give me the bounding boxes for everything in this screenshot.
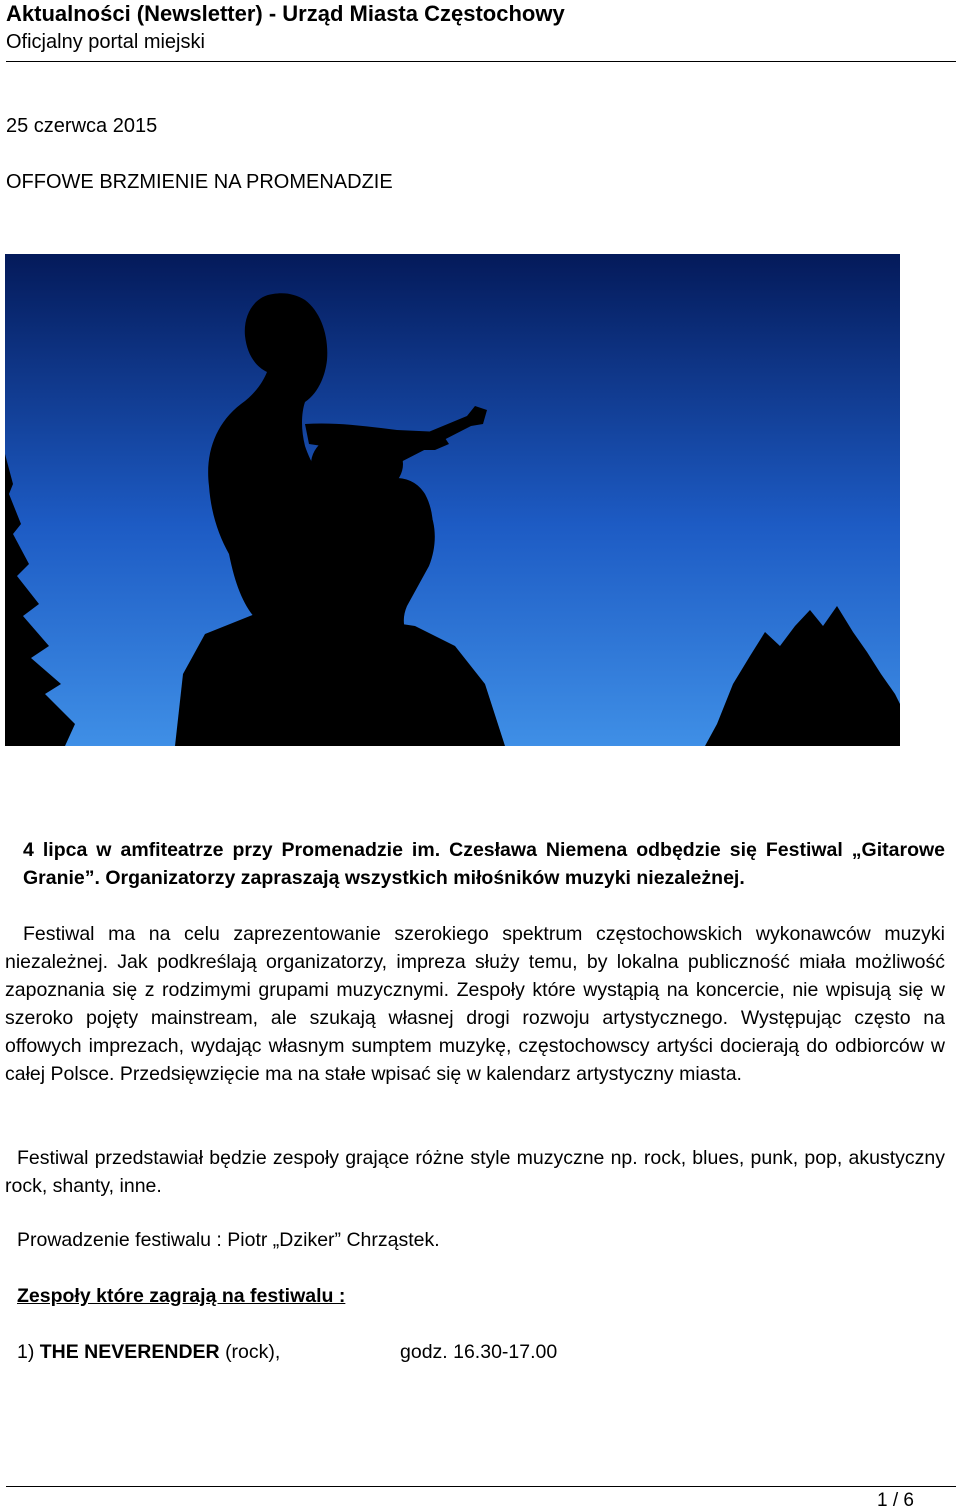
paragraph-2-text: Festiwal przedstawiał będzie zespoły grające różne style muzyczne np. rock, blues, punk, pop, akustyczny rock, shanty, inne. [5,1147,945,1197]
band-number: 1) [17,1341,35,1363]
document-subtitle: Oficjalny portal miejski [6,31,205,53]
footer-divider [6,1486,956,1487]
header-divider [6,61,956,62]
article-paragraph-1 [5,920,945,1088]
guitarist-silhouette-photo [5,254,900,746]
band-genre: (rock), [225,1341,281,1363]
document-title: Aktualności (Newsletter) - Urząd Miasta Częstochowy [6,1,565,26]
article-paragraph-2 [5,1144,945,1200]
article-date: 25 czerwca 2015 [6,115,158,137]
festival-host: Prowadzenie festiwalu : Piotr „Dziker” Chrząstek. [17,1229,440,1251]
page-number: 1 / 6 [877,1490,914,1511]
bands-heading: Zespoły które zagrają na festiwalu : [17,1285,346,1307]
band-entry-1 [17,1341,558,1364]
paragraph-1-text: Festiwal ma na celu zaprezentowanie szerokiego spektrum częstochowskich wykonawców muzyki niezależnej. Jak podkreślają organizatorzy, impreza służy temu, by lokalna publiczność miała możliwość zapoznania się z rodzimymi grupami muzycznymi. Zespoły które wystąpią na koncercie, nie wpisują się w szeroko pojęty mainstream, ale szukają własnej drogi rozwoju artystycznego. Występując często na offowych imprezach, wydając własnym sumptem muzykę, częstochowscy artyści docierają do odbiorców w całej Polsce. Przedsięwzięcie ma na stałe wpisać się w kalendarz artystyczny miasta. [5,923,945,1085]
article-lead: 4 lipca w amfiteatrze przy Promenadzie im. Czesława Niemena odbędzie się Festiwal „Gitarowe Granie”. Organizatorzy zapraszają wszystkich miłośników muzyki niezależnej. [23,839,945,889]
article-headline: OFFOWE BRZMIENIE NA PROMENADZIE [6,171,393,193]
band-time: godz. 16.30-17.00 [400,1341,558,1363]
band-name: THE NEVERENDER [39,1341,220,1363]
